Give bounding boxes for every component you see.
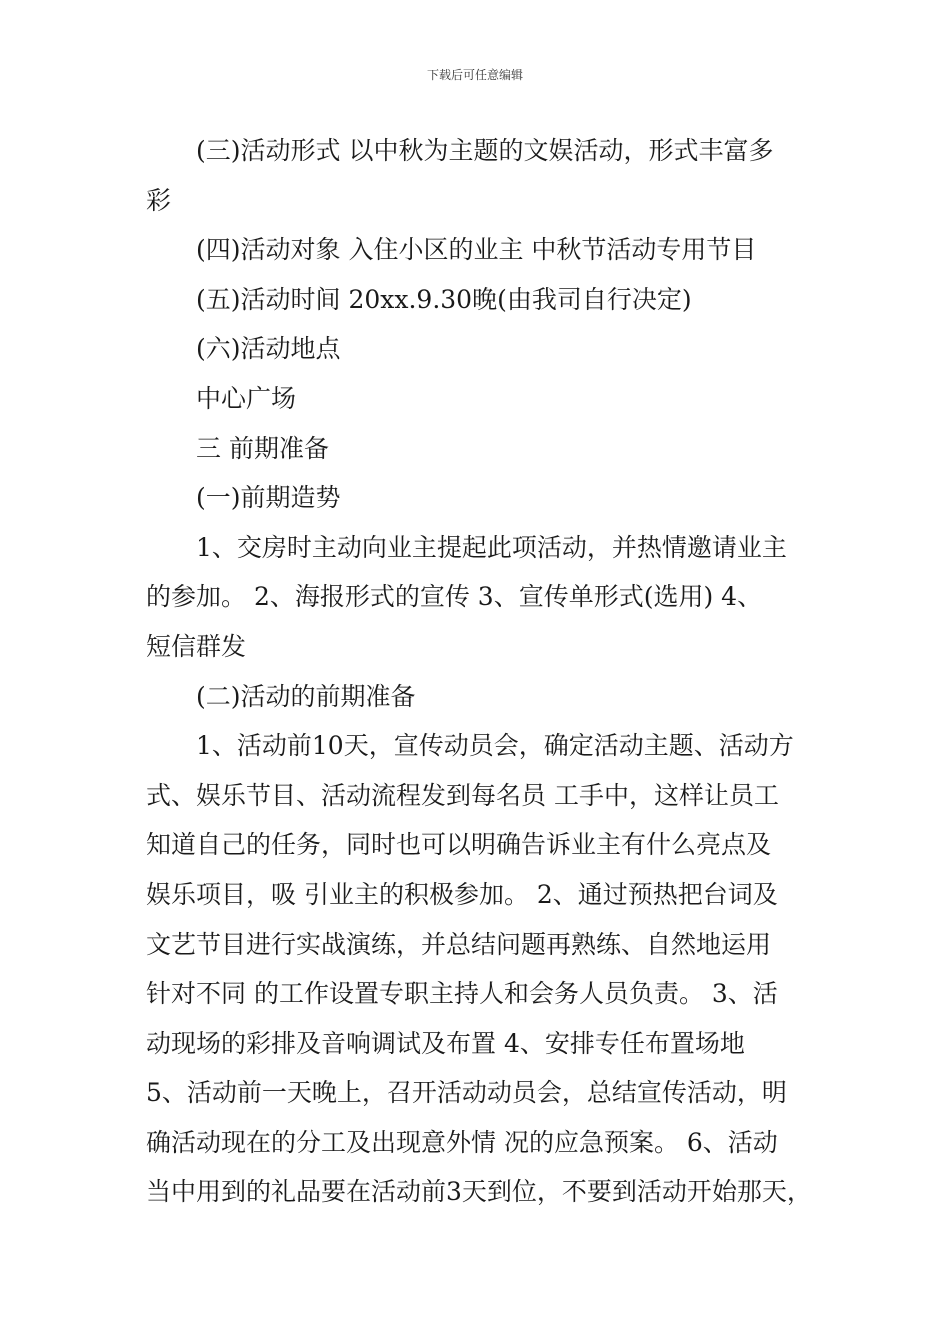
- text-line: 中心广场: [196, 383, 297, 413]
- document-body: [146, 126, 814, 1217]
- text-line: 当中用到的礼品要在活动前3天到位，不要到活动开始那天，: [146, 1177, 812, 1207]
- text-line: (四)活动对象 入住小区的业主 中秋节活动专用节目: [196, 235, 757, 265]
- text-line: (六)活动地点: [196, 334, 341, 364]
- text-line: (三)活动形式 以中秋为主题的文娱活动，形式丰富多: [196, 136, 774, 165]
- text-line: 彩: [146, 185, 172, 215]
- text-line: 知道自己的任务，同时也可以明确告诉业主有什么亮点及: [146, 830, 772, 860]
- text-line: 针对不同 的工作设置专职主持人和会务人员负责。 3、活: [146, 979, 778, 1009]
- subsection-heading: (一)前期造势: [196, 483, 341, 513]
- text-line: 式、娱乐节目、活动流程发到每名员 工手中，这样让员工: [146, 780, 779, 810]
- text-line: 1、活动前10天，宣传动员会，确定活动主题、活动方: [196, 731, 794, 761]
- text-line: 文艺节目进行实战演练，并总结问题再熟练、自然地运用: [146, 929, 772, 959]
- text-line: 娱乐项目，吸 引业主的积极参加。 2、通过预热把台词及: [146, 879, 778, 909]
- text-line: 动现场的彩排及音响调试及布置 4、安排专任布置场地: [146, 1028, 745, 1058]
- text-line: (五)活动时间 20xx.9.30晚(由我司自行决定): [196, 284, 692, 314]
- text-line: 1、交房时主动向业主提起此项活动，并热情邀请业主: [196, 532, 787, 562]
- text-line: 5、活动前一天晚上，召开活动动员会，总结宣传活动，明: [146, 1078, 787, 1108]
- page-header: 下载后可任意编辑: [426, 68, 523, 82]
- text-line: 的参加。 2、海报形式的宣传 3、宣传单形式(选用) 4、: [146, 582, 763, 612]
- text-line: 短信群发: [146, 631, 247, 661]
- text-line: 确活动现在的分工及出现意外情 况的应急预案。 6、活动: [146, 1127, 778, 1157]
- subsection-heading: (二)活动的前期准备: [196, 681, 416, 711]
- section-heading: 三 前期准备: [196, 433, 329, 463]
